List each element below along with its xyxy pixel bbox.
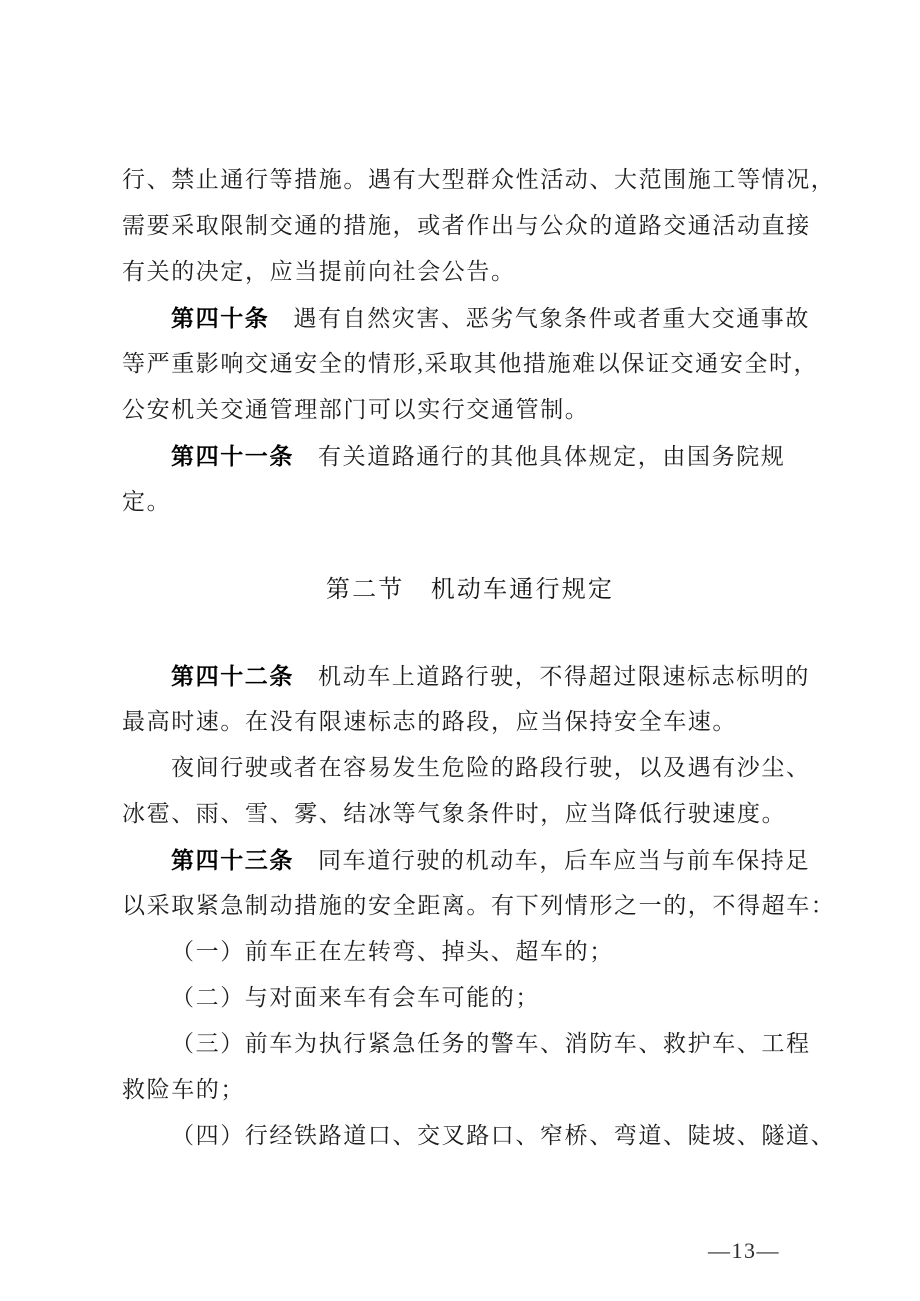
text-line (122, 745, 818, 791)
text-line (122, 479, 818, 525)
text-line (122, 433, 818, 479)
line-text: 救险车的； (122, 1077, 245, 1102)
text-line (122, 203, 818, 249)
text-line (122, 341, 818, 387)
text-line (122, 387, 818, 433)
line-text: 同车道行驶的机动车，后车应当与前车保持足 (318, 848, 810, 873)
line-text: （三）前车为执行紧急任务的警车、消防车、救护车、工程 (171, 1031, 811, 1056)
line-text: 公安机关交通管理部门可以实行交通管制。 (122, 397, 590, 422)
line-text: 定。 (122, 489, 172, 514)
text-line (122, 653, 818, 699)
article-number: 第四十二条 (171, 663, 294, 689)
line-text: 夜间行驶或者在容易发生危险的路段行驶，以及遇有沙尘、 (171, 755, 811, 780)
page-number: —13— (708, 1238, 780, 1263)
line-text: （二）与对面来车有会车可能的； (171, 985, 540, 1010)
article-number: 第四十一条 (171, 443, 294, 469)
line-text: 机动车上道路行驶，不得超过限速标志标明的 (318, 664, 810, 689)
line-text: 有关的决定，应当提前向社会公告。 (122, 259, 516, 284)
line-text: 冰雹、雨、雪、雾、结冰等气象条件时，应当降低行驶速度。 (122, 801, 787, 826)
text-line (122, 249, 818, 295)
paragraph-block-top (122, 157, 836, 525)
text-line (122, 837, 818, 883)
line-text: （一）前车正在左转弯、掉头、超车的； (171, 939, 614, 964)
text-line (122, 699, 818, 745)
text-line (122, 295, 818, 341)
line-text: 等严重影响交通安全的情形,采取其他措施难以保证交通安全时， (122, 351, 819, 376)
line-text: 有关道路通行的其他具体规定，由国务院规 (318, 444, 786, 469)
article-number: 第四十条 (171, 305, 270, 331)
line-text: （四）行经铁路道口、交叉路口、窄桥、弯道、陡坡、隧道、 (171, 1123, 836, 1148)
paragraph-block-bottom (122, 653, 836, 1159)
text-line (122, 883, 836, 929)
article-number: 第四十三条 (171, 847, 294, 873)
text-line (122, 929, 818, 975)
section-heading: 第二节 机动车通行规定 (325, 577, 615, 603)
text-line (122, 157, 836, 203)
text-line (122, 1113, 836, 1159)
line-text: 以采取紧急制动措施的安全距离。有下列情形之一的，不得超车： (122, 893, 836, 918)
line-text: 需要采取限制交通的措施，或者作出与公众的道路交通活动直接 (122, 213, 811, 238)
text-line (122, 791, 818, 837)
line-text: 最高时速。在没有限速标志的路段，应当保持安全车速。 (122, 709, 737, 734)
text-line (122, 1021, 818, 1067)
line-text: 遇有自然灾害、恶劣气象条件或者重大交通事故 (293, 306, 811, 331)
text-line (122, 1067, 818, 1113)
line-text: 行、禁止通行等措施。遇有大型群众性活动、大范围施工等情况， (122, 167, 836, 192)
text-line (122, 975, 818, 1021)
